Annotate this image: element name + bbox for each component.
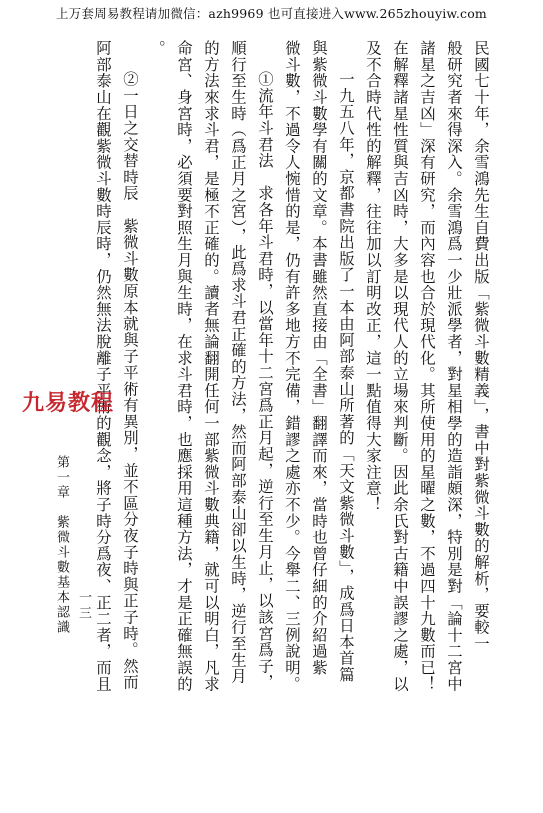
text-column-2: 般研究者來得深入。余雪鴻爲一少壯派學者，對星相學的造詣頗深，特別是對「論十二宮中 bbox=[445, 40, 463, 692]
watermark-logo: 九易教程 bbox=[22, 391, 115, 416]
text-column-10: 順行至生時（爲正月之宮），此爲求斗君正確的方法，然而阿部泰山卻以生時，逆行至生月 bbox=[229, 40, 247, 685]
text-column-6: 一九五八年，京都書院出版了一本由阿部泰山所著的「天文紫微斗數」，成爲日本首篇 bbox=[337, 71, 355, 683]
text-column-5: 及不合時代性的解釋，往往加以訂明改正，這一點值得大家注意！ bbox=[364, 40, 382, 513]
text-column-1: 民國七十年，余雪鴻先生自費出版「紫微斗數精義」，書中對紫微斗數的解析，要較一 bbox=[472, 40, 490, 652]
text-column-11: 的方法來求斗君，是極不正確的。讀者無論翻開任何一部紫微斗數典籍，就可以明白，凡求 bbox=[202, 40, 220, 692]
contact-banner: 上万套周易教程请加微信：azh9969 也可直接进入www.265zhouyiw.com bbox=[56, 6, 487, 21]
text-column-15: 阿部泰山在觀紫微斗數時辰時，仍然無法脫離子平術的觀念，將子時分爲夜、正二者，而且 bbox=[94, 40, 112, 692]
text-column-9: ①流年斗君法 求各年斗君時，以當年十二宮爲正月起，逆行至生月止，以該宮爲子， bbox=[256, 71, 274, 691]
text-column-13: 。 bbox=[148, 40, 166, 57]
text-column-12: 命宮、身宮時，必須要對照生月與生時，在求斗君時，也應採用這種方法，才是正確無誤的 bbox=[175, 40, 193, 692]
page-number: 一三 bbox=[76, 590, 91, 622]
text-column-8: 微斗數，不過令人惋惜的是，仍有許多地方不完備，錯謬之處亦不少。今舉二、三例說明。 bbox=[283, 40, 301, 692]
text-column-14: ②一日之交替時辰 紫微斗數原本就與子平術有異別，並不區分夜子時與正子時。然而 bbox=[121, 71, 139, 691]
text-column-3: 諸星之吉凶」深有研究，而內容也合於現代化。其所使用的星曜之數，不過四十九數而已！ bbox=[418, 40, 436, 692]
text-column-4: 在解釋諸星性質與吉凶時，大多是以現代人的立場來判斷。因此余氏對古籍中誤謬之處，以 bbox=[391, 40, 409, 692]
chapter-footer: 第一章 紫微斗數基本認識 bbox=[54, 455, 69, 635]
text-column-7: 與紫微斗數學有關的文章。本書雖然直接由「全書」翻譯而來，當時也曾仔細的介紹過紫 bbox=[310, 40, 328, 676]
